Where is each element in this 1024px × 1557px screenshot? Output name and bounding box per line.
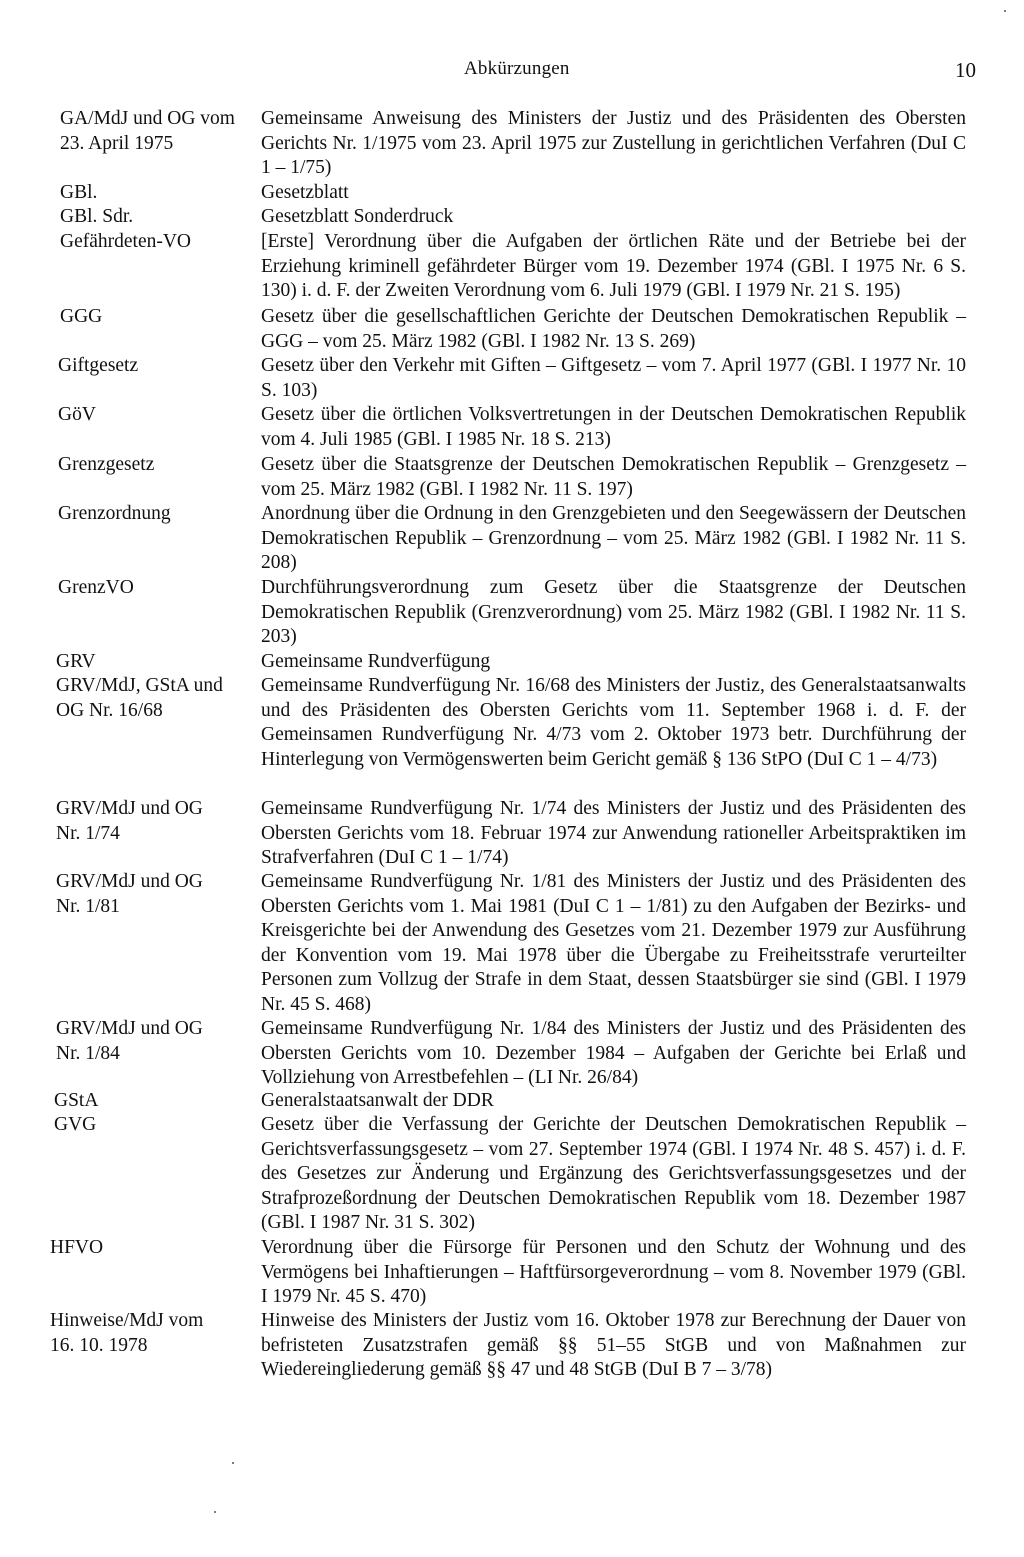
abbreviation-definition: Gemeinsame Rundverfügung Nr. 1/84 des Ministers der Justiz und des Präsidenten des Obersten Gerichts vom 10. Dezember 1984 – Aufgaben der Gerichte bei Erlaß und Vollziehung von Arrestbefehlen – (LI Nr. 26/84) [261, 1018, 966, 1089]
abbreviation-term: GGG [60, 306, 103, 327]
page-number: 10 [955, 58, 976, 82]
abbreviation-definition: Gemeinsame Rundverfügung Nr. 16/68 des Ministers der Justiz, des Generalstaatsanwalts und des Präsidenten des Obersten Gerichts vom 11. September 1968 i. d. F. der Gemeinsamen Rundverfügung Nr. 4/73 vom 2. Oktober 1973 betr. Durchführung der Hinterlegung von Vermögenswerten beim Gericht gemäß § 136 StPO (DuI C 1 – 4/73) [261, 675, 966, 770]
abbreviation-term: Grenzgesetz [58, 454, 155, 475]
abbreviation-term: GRV [56, 651, 96, 672]
abbreviation-term: GStA [54, 1090, 99, 1111]
abbreviation-term: GBl. Sdr. [60, 206, 134, 227]
scan-speck [232, 1462, 234, 1464]
abbreviation-term: GRV/MdJ, GStA und OG Nr. 16/68 [56, 675, 223, 721]
abbreviation-term: GRV/MdJ und OG Nr. 1/84 [56, 1018, 203, 1064]
abbreviation-definition: Gesetz über die örtlichen Volksvertretungen in der Deutschen Demokratischen Republik vom 4. Juli 1985 (GBl. I 1985 Nr. 18 S. 213) [261, 404, 966, 450]
abbreviation-definition: Hinweise des Ministers der Justiz vom 16. Oktober 1978 zur Berechnung der Dauer von befristeten Zusatzstrafen gemäß §§ 51–55 StGB und von Maßnahmen zur Wiedereingliederung gemäß §§ 47 und 48 StGB (DuI B 7 – 3/78) [261, 1310, 966, 1381]
abbreviation-term: GVG [54, 1114, 97, 1135]
abbreviation-term: Giftgesetz [58, 355, 139, 376]
abbreviation-term: GöV [58, 404, 96, 425]
abbreviation-definition: Gesetz über die gesellschaftlichen Gerichte der Deutschen Demokratischen Republik – GGG – vom 25. März 1982 (GBl. I 1982 Nr. 13 S. 269) [261, 306, 966, 352]
abbreviation-definition: Verordnung über die Fürsorge für Personen und den Schutz der Wohnung und des Vermögens bei Inhaftierungen – Haftfürsorgeverordnung – vom 8. November 1979 (GBl. I 1979 Nr. 45 S. 470) [261, 1237, 966, 1308]
abbreviation-definition: Gemeinsame Rundverfügung Nr. 1/81 des Ministers der Justiz und des Präsidenten des Obersten Gerichts vom 1. Mai 1981 (DuI C 1 – 1/81) zu den Aufgaben der Bezirks- und Kreisgerichte bei der Anwendung des Gesetzes vom 21. Dezember 1979 zur Ausführung der Konvention vom 19. Mai 1978 über die Übergabe zu Freiheitsstrafe verurteilter Personen zum Vollzug der Strafe in dem Staat, dessen Staatsbürger sie sind (GBl. I 1979 Nr. 45 S. 468) [261, 871, 966, 1015]
abbreviation-definition: Durchführungsverordnung zum Gesetz über die Staatsgrenze der Deutschen Demokratischen Republik (Grenzverordnung) vom 25. März 1982 (GBl. I 1982 Nr. 11 S. 203) [261, 577, 966, 648]
abbreviation-definition: Gesetzblatt [261, 182, 349, 203]
abbreviation-definition: Gesetzblatt Sonderdruck [261, 206, 454, 227]
abbreviation-definition: Gesetz über die Verfassung der Gerichte der Deutschen Demokratischen Republik – Gerichtsverfassungsgesetz – vom 27. September 1974 (GBl. I 1974 Nr. 48 S. 457) i. d. F. des Gesetzes zur Änderung und Ergänzung des Gerichtsverfassungsgesetzes und der Strafprozeßordnung der Deutschen Demokratischen Republik vom 18. Dezember 1987 (GBl. I 1987 Nr. 31 S. 302) [261, 1114, 966, 1234]
abbreviation-term: GRV/MdJ und OG Nr. 1/81 [56, 871, 203, 917]
abbreviation-term: Gefährdeten-VO [60, 231, 192, 252]
abbreviation-definition: Gemeinsame Rundverfügung [261, 651, 491, 672]
abbreviation-term: Hinweise/MdJ vom 16. 10. 1978 [50, 1310, 204, 1356]
abbreviation-term: GRV/MdJ und OG Nr. 1/74 [56, 798, 203, 844]
abbreviation-definition: Gemeinsame Rundverfügung Nr. 1/74 des Ministers der Justiz und des Präsidenten des Obersten Gerichts vom 18. Februar 1974 zur Anwendung rationeller Arbeitspraktiken im Strafverfahren (DuI C 1 – 1/74) [261, 798, 966, 869]
abbreviation-term: GA/MdJ und OG vom 23. April 1975 [60, 108, 235, 154]
page-header [0, 58, 1024, 88]
abbreviation-definition: Gesetz über die Staatsgrenze der Deutschen Demokratischen Republik – Grenzgesetz – vom 25. März 1982 (GBl. I 1982 Nr. 11 S. 197) [261, 454, 966, 500]
abbreviation-definition: [Erste] Verordnung über die Aufgaben der örtlichen Räte und der Betriebe bei der Erziehung kriminell gefährdeter Bürger vom 19. Dezember 1974 (GBl. I 1975 Nr. 6 S. 130) i. d. F. der Zweiten Verordnung vom 6. Juli 1979 (GBl. I 1979 Nr. 21 S. 195) [261, 231, 966, 302]
abbreviation-term: HFVO [50, 1237, 104, 1258]
abbreviation-definition: Anordnung über die Ordnung in den Grenzgebieten und den Seegewässern der Deutschen Demokratischen Republik – Grenzordnung – vom 25. März 1982 (GBl. I 1982 Nr. 11 S. 208) [261, 503, 966, 574]
abbreviation-term: GBl. [60, 182, 98, 203]
scan-speck [1004, 10, 1006, 12]
page-title: Abkürzungen [464, 58, 570, 79]
abbreviation-definition: Generalstaatsanwalt der DDR [261, 1090, 494, 1111]
abbreviation-definition: Gemeinsame Anweisung des Ministers der Justiz und des Präsidenten des Obersten Gerichts Nr. 1/1975 vom 23. April 1975 zur Zustellung in gerichtlichen Verfahren (DuI C 1 – 1/75) [261, 108, 966, 179]
abbreviation-term: GrenzVO [58, 577, 134, 598]
abbreviation-term: Grenzordnung [58, 503, 171, 524]
scan-speck [214, 1511, 216, 1513]
abbreviation-definition: Gesetz über den Verkehr mit Giften – Giftgesetz – vom 7. April 1977 (GBl. I 1977 Nr. 10 S. 103) [261, 355, 966, 401]
